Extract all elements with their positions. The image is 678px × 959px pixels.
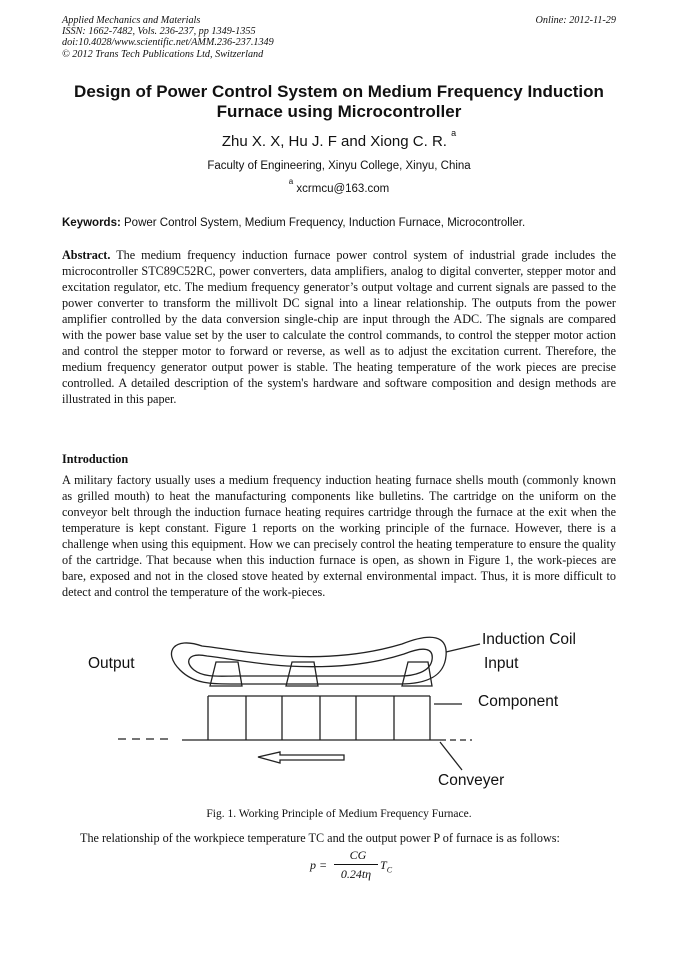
- relation-sentence: The relationship of the workpiece temperature TC and the output power P of furnace is as follows:: [80, 831, 560, 845]
- paper-title: Design of Power Control System on Medium Frequency Induction Furnace using Microcontroller: [74, 82, 604, 121]
- author-names: Zhu X. X, Hu J. F and Xiong C. R.: [221, 133, 447, 150]
- page-header: [62, 15, 616, 60]
- email-line: [40, 177, 638, 195]
- copyright-line: © 2012 Trans Tech Publications Ltd, Switzerland: [62, 48, 264, 60]
- keywords-label: Keywords:: [62, 217, 121, 229]
- power-formula: [310, 846, 393, 886]
- formula-rhs-subscript: C: [386, 865, 393, 875]
- figure-caption: Fig. 1. Working Principle of Medium Frequency Furnace.: [206, 808, 472, 820]
- introduction-heading: Introduction: [62, 452, 129, 466]
- author-affiliation-mark: a: [451, 128, 457, 138]
- abstract-text: The medium frequency induction furnace power control system of industrial grade includes the microcontroller STC89C52RC, power converters, data amplifiers, analog to digital converter, stepper motor and excitation regulator, etc. The medium frequency generator’s output voltage and current signals are passed to the power converter to transform the millivolt DC signal into a linear relationship. The outputs from the power amplifier controlled by the data conversion single-chip are input through the ADC. The signals are compared with the power base value set by the user to calculate the control commands, to control the stepper motor action and control the stepper motor to forward or reverse, as well as to adjust the excitation current. Therefore, the medium frequency generator output power is stable. The heating temperature of the work pieces are precise controlled. A detailed description of the system's hardware and software composition and design methods are illustrated in this paper.: [62, 248, 617, 406]
- abstract-label: Abstract.: [62, 248, 111, 262]
- conveyer-leader-line: [440, 742, 462, 770]
- fraction-bar: [334, 864, 378, 865]
- author-list: [40, 128, 638, 150]
- keywords-text: Power Control System, Medium Frequency, Induction Furnace, Microcontroller.: [124, 217, 526, 229]
- furnace-diagram: [62, 622, 616, 802]
- component-label: Component: [478, 693, 559, 710]
- abstract-paragraph: [62, 247, 616, 407]
- conveyor-direction-arrow: [258, 752, 344, 763]
- formula-numerator: CG: [349, 848, 367, 862]
- author-email: xcrmcu@163.com: [296, 182, 390, 195]
- affiliation: Faculty of Engineering, Xinyu College, Xinyu, China: [207, 160, 471, 172]
- induction-coil-label: Induction Coil: [482, 631, 576, 648]
- journal-name: Applied Mechanics and Materials: [62, 15, 201, 26]
- furnace-figure: [62, 622, 616, 802]
- doi-line: doi:10.4028/www.scientific.net/AMM.236-237.1349: [62, 37, 274, 49]
- coil-leader-line: [446, 644, 480, 652]
- online-date: Online: 2012-11-29: [535, 15, 616, 26]
- keywords-line: [62, 217, 616, 229]
- workpiece-left: [210, 662, 242, 686]
- introduction-paragraph: A military factory usually uses a medium frequency induction heating furnace shells mouth (commonly known as grilled mouth) to heat the manufacturing components like bulletins. The cartridge on the uniform on the conveyor belt through the induction furnace heating requires cartridge through the furnace at the exit when the temperature is kept constant. Figure 1 reports on the working principle of the furnace. However, there is a challenge when using this equipment. How we can precisely control the heating temperature to ensure the quality of the cartridge. That because when this induction furnace is open, as shown in Figure 1, the work-pieces are bare, exposed and not in the closed stove heated by external environmental impact. Thus, it is more difficult to detect and control the temperature of the work-pieces.: [62, 473, 616, 599]
- input-label: Input: [484, 655, 519, 672]
- formula-rhs: [380, 858, 392, 874]
- conveyer-label: Conveyer: [438, 772, 505, 789]
- formula-rhs-symbol: T: [380, 858, 387, 872]
- output-label: Output: [88, 655, 135, 672]
- induction-coil-inner: [189, 649, 433, 676]
- issn-line: ISSN: 1662-7482, Vols. 236-237, pp 1349-1355: [62, 26, 256, 38]
- workpiece-middle: [286, 662, 318, 686]
- formula-lhs: p =: [310, 858, 328, 872]
- email-affiliation-mark: a: [288, 177, 294, 186]
- formula-denominator: 0.24tη: [340, 867, 372, 881]
